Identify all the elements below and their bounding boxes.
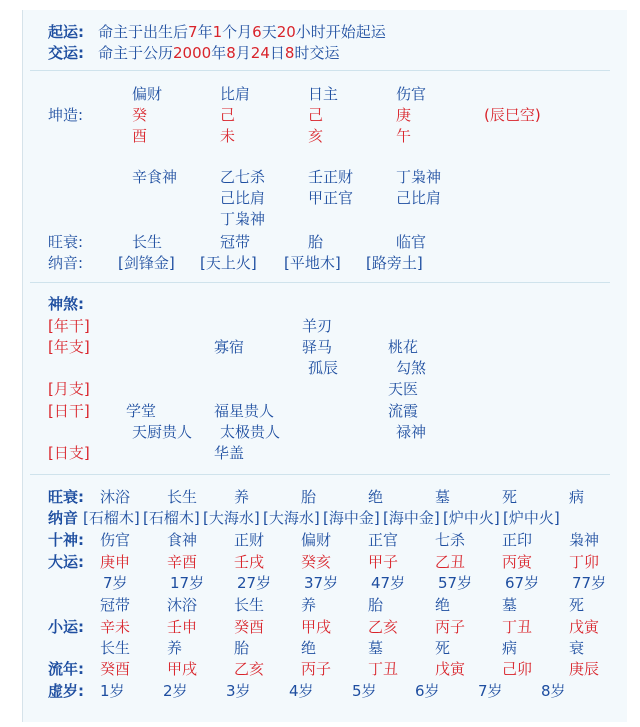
- dayun-nayin-cell: [海中金]: [383, 509, 440, 527]
- dayun-nayin-cell: [大海水]: [203, 509, 260, 527]
- nayin-value: [剑锋金]: [118, 254, 175, 272]
- dayun-wangshuai-cell: 绝: [368, 488, 384, 506]
- dayun-nayin-cell: [海中金]: [323, 509, 380, 527]
- dayun-wangshuai-cell: 胎: [301, 488, 317, 506]
- wangshuai-value: 胎: [308, 233, 324, 251]
- stem-year: 癸: [132, 106, 148, 124]
- dayun-state: 冠带: [100, 596, 131, 614]
- xusui-age: 1岁: [100, 682, 125, 700]
- shensha-row-label: [日支]: [48, 444, 90, 462]
- xiaoyun-pillar: 癸酉: [234, 618, 265, 636]
- text-segment: 1: [212, 23, 223, 41]
- shishen-cell: 七杀: [435, 531, 466, 549]
- wangshuai-value: 临官: [396, 233, 427, 251]
- dayun-pillar: 丙寅: [502, 553, 533, 571]
- nayin-value: [路旁土]: [366, 254, 423, 272]
- dayun-wangshuai-cell: 养: [234, 488, 250, 506]
- shensha-item: 流霞: [388, 402, 419, 420]
- hidden-stem: 丁枭神: [220, 210, 266, 228]
- xusui-age: 3岁: [226, 682, 251, 700]
- dayun-pillar: 丁卯: [569, 553, 600, 571]
- shensha-item: 勾煞: [396, 359, 427, 377]
- dayun-age: 57岁: [438, 574, 473, 592]
- shensha-row-label: [年干]: [48, 317, 90, 335]
- dayun-state: 绝: [435, 596, 451, 614]
- branch-hour: 午: [396, 127, 412, 145]
- xiaoyun-state: 养: [167, 639, 183, 657]
- xiaoyun-pillar: 乙亥: [368, 618, 399, 636]
- liunian-pillar: 己卯: [502, 660, 533, 678]
- dayun-pillar: 乙丑: [435, 553, 466, 571]
- tengod-day: 日主: [308, 85, 339, 103]
- liunian-pillar: 丁丑: [368, 660, 399, 678]
- text-segment: 20: [276, 23, 296, 41]
- hidden-stem: 丁枭神: [396, 168, 442, 186]
- xiaoyun-state: 墓: [368, 639, 384, 657]
- shensha-item: 桃花: [388, 338, 419, 356]
- tengod-month: 比肩: [220, 85, 251, 103]
- dayun-wangshuai-cell: 沐浴: [100, 488, 131, 506]
- text-segment: 个月: [222, 23, 253, 41]
- text-segment: 命主于公历: [98, 44, 174, 62]
- nayin-label: 纳音:: [48, 254, 84, 272]
- branch-month: 未: [220, 127, 236, 145]
- xusui-age: 8岁: [541, 682, 566, 700]
- shishen-cell: 食神: [167, 531, 198, 549]
- dayun-age: 17岁: [170, 574, 205, 592]
- xiaoyun-pillar: 丁丑: [502, 618, 533, 636]
- liunian-pillar: 乙亥: [234, 660, 265, 678]
- kunzao-label: 坤造:: [48, 106, 84, 124]
- shensha-item: 福星贵人: [214, 402, 275, 420]
- liunian-pillar: 癸酉: [100, 660, 131, 678]
- hidden-stem: 甲正官: [308, 189, 354, 207]
- text-segment: 年: [197, 23, 213, 41]
- text-segment: 8: [226, 44, 236, 62]
- wangshuai-value: 长生: [132, 233, 163, 251]
- dayun-state: 沐浴: [167, 596, 198, 614]
- wangshuai-label: 旺衰:: [48, 233, 84, 251]
- hidden-stem: 己比肩: [220, 189, 266, 207]
- shishen-cell: 伤官: [100, 531, 131, 549]
- text-segment: 2000: [173, 44, 212, 62]
- xusui-age: 4岁: [289, 682, 314, 700]
- kongwang: (辰巳空): [484, 106, 541, 124]
- dayun-nayin-cell: [大海水]: [263, 509, 320, 527]
- shensha-row-label: [日干]: [48, 402, 90, 420]
- shishen-cell: 正印: [502, 531, 533, 549]
- dayun-age: 47岁: [371, 574, 406, 592]
- liunian-pillar: 丙子: [301, 660, 332, 678]
- xiaoyun-state: 死: [435, 639, 451, 657]
- dayun-pillar: 庚申: [100, 553, 131, 571]
- xiaoyun-state: 长生: [100, 639, 131, 657]
- xusui-age: 2岁: [163, 682, 188, 700]
- shensha-row-label: [月支]: [48, 380, 90, 398]
- liunian-pillar: 庚辰: [569, 660, 600, 678]
- shishen-cell: 正财: [234, 531, 265, 549]
- qiyun-text: [98, 22, 386, 42]
- nayin-value: [平地木]: [284, 254, 341, 272]
- shensha-item: 禄神: [396, 423, 427, 441]
- xusui-age: 6岁: [415, 682, 440, 700]
- shensha-item: 羊刃: [302, 317, 333, 335]
- dayun-nayin-cell: [炉中火]: [443, 509, 500, 527]
- xiaoyun-pillar: 丙子: [435, 618, 466, 636]
- shensha-item: 孤辰: [308, 359, 339, 377]
- liunian-pillar: 甲戌: [167, 660, 198, 678]
- hidden-stem: 乙七杀: [220, 168, 266, 186]
- dayun-pillar: 甲子: [368, 553, 399, 571]
- dayun-pillar: 癸亥: [301, 553, 332, 571]
- dayun-wangshuai-cell: 病: [569, 488, 585, 506]
- shensha-item: 寡宿: [214, 338, 245, 356]
- dayun-wangshuai-cell: 墓: [435, 488, 451, 506]
- dayun-nayin-cell: [炉中火]: [503, 509, 560, 527]
- dayun-wangshuai-cell: 长生: [167, 488, 198, 506]
- dayun-pillar: 辛酉: [167, 553, 198, 571]
- dayun-wangshuai-label: 旺衰:: [48, 488, 84, 506]
- xiaoyun-pillar: 辛未: [100, 618, 131, 636]
- xiaoyun-state: 衰: [569, 639, 585, 657]
- shensha-item: 华盖: [214, 444, 245, 462]
- shishen-cell: 正官: [368, 531, 399, 549]
- dayun-age: 67岁: [505, 574, 540, 592]
- tengod-hour: 伤官: [396, 85, 427, 103]
- hidden-stem: 辛食神: [132, 168, 178, 186]
- xusui-age: 7岁: [478, 682, 503, 700]
- jiaoyun-label: 交运:: [48, 44, 84, 62]
- liunian-label: 流年:: [48, 660, 84, 678]
- dayun-age: 27岁: [237, 574, 272, 592]
- dayun-state: 长生: [234, 596, 265, 614]
- dayun-age: 7岁: [103, 574, 128, 592]
- xusui-age: 5岁: [352, 682, 377, 700]
- text-segment: 日: [269, 44, 285, 62]
- xiaoyun-pillar: 壬申: [167, 618, 198, 636]
- divider: [30, 282, 610, 283]
- text-segment: 7: [188, 23, 198, 41]
- text-segment: 命主于出生后: [98, 23, 189, 41]
- text-segment: 小时开始起运: [295, 23, 386, 41]
- text-segment: 6: [252, 23, 262, 41]
- stem-hour: 庚: [396, 106, 412, 124]
- xiaoyun-state: 胎: [234, 639, 250, 657]
- xiaoyun-pillar: 甲戌: [301, 618, 332, 636]
- dayun-nayin-cell: [石榴木]: [83, 509, 140, 527]
- text-segment: 月: [235, 44, 251, 62]
- dayun-state: 死: [569, 596, 585, 614]
- shensha-item: 天医: [388, 380, 419, 398]
- shensha-item: 学堂: [126, 402, 157, 420]
- tengod-year: 偏财: [132, 85, 163, 103]
- wangshuai-value: 冠带: [220, 233, 251, 251]
- hidden-stem: 壬正财: [308, 168, 354, 186]
- dayun-pillar: 壬戌: [234, 553, 265, 571]
- jiaoyun-text: [98, 43, 339, 63]
- divider: [30, 70, 610, 71]
- text-segment: 时交运: [294, 44, 340, 62]
- stem-day: 己: [308, 106, 324, 124]
- branch-year: 酉: [132, 127, 148, 145]
- shishen-cell: 偏财: [301, 531, 332, 549]
- dayun-state: 胎: [368, 596, 384, 614]
- divider: [30, 474, 610, 475]
- xiaoyun-pillar: 戊寅: [569, 618, 600, 636]
- text-segment: 年: [211, 44, 227, 62]
- qiyun-label: 起运:: [48, 23, 84, 41]
- hidden-stem: 己比肩: [396, 189, 442, 207]
- dayun-label: 大运:: [48, 553, 84, 571]
- shishen-label: 十神:: [48, 531, 84, 549]
- nayin-value: [天上火]: [200, 254, 257, 272]
- dayun-state: 墓: [502, 596, 518, 614]
- xiaoyun-label: 小运:: [48, 618, 84, 636]
- dayun-nayin-cell: [石榴木]: [143, 509, 200, 527]
- branch-day: 亥: [308, 127, 324, 145]
- dayun-age: 77岁: [572, 574, 607, 592]
- shensha-row-label: [年支]: [48, 338, 90, 356]
- dayun-age: 37岁: [304, 574, 339, 592]
- xiaoyun-state: 病: [502, 639, 518, 657]
- shishen-cell: 枭神: [569, 531, 600, 549]
- liunian-pillar: 戊寅: [435, 660, 466, 678]
- dayun-nayin-label: 纳音: [48, 509, 79, 527]
- shensha-item: 天厨贵人: [132, 423, 193, 441]
- shensha-item: 驿马: [302, 338, 333, 356]
- xusui-label: 虚岁:: [48, 682, 84, 700]
- dayun-state: 养: [301, 596, 317, 614]
- text-segment: 8: [284, 44, 295, 62]
- shensha-item: 太极贵人: [220, 423, 281, 441]
- stem-month: 己: [220, 106, 236, 124]
- dayun-wangshuai-cell: 死: [502, 488, 518, 506]
- xiaoyun-state: 绝: [301, 639, 317, 657]
- text-segment: 24: [250, 44, 270, 62]
- shensha-title: 神煞:: [48, 295, 84, 313]
- text-segment: 天: [261, 23, 277, 41]
